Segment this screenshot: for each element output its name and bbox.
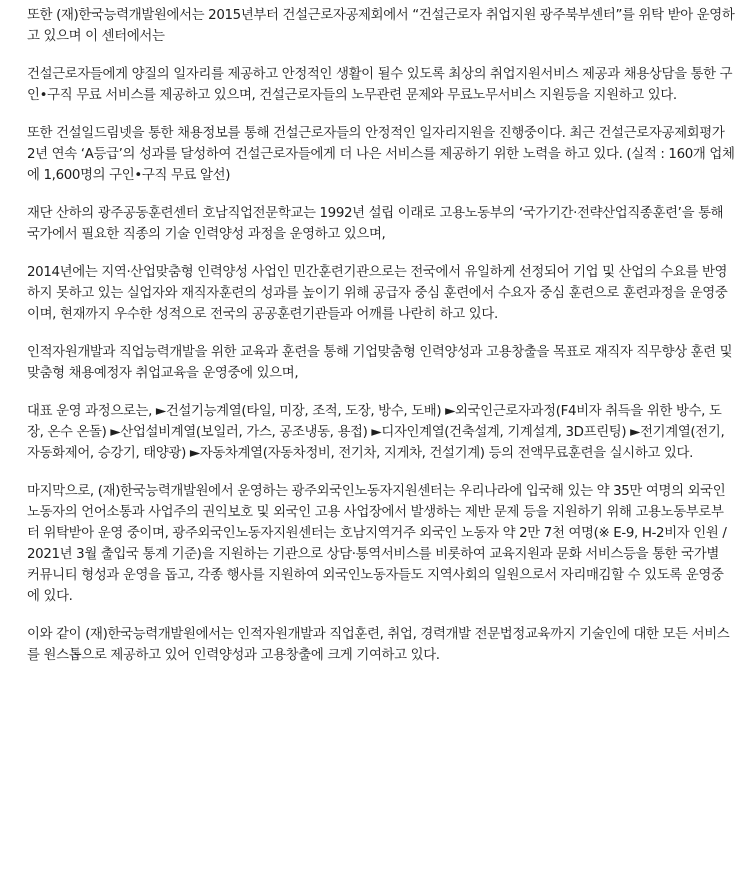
paragraph-course-list: 대표 운영 과정으로는, ►건설기능계열(타일, 미장, 조적, 도장, 방수, 도배) ►외국인근로자과정(F4비자 취득을 위한 방수, 도장, 온수 온돌) ►산업설비계열(보일러, 가스, 공조냉동, 용접) ►디자인계열(건축설계, 기계설계, 3D프린팅) ►전기계열(전기, 자동화제어, 승강기, 태양광) ►자동차계열(자동차정비, 전기차, 지게차, 건설기계) 등의 전액무료훈련을 실시하고 있다. — [27, 404, 725, 461]
paragraph-training-center: 재단 산하의 광주공동훈련센터 호남직업전문학교는 1992년 설립 이래로 고용노동부의 ‘국가기간·전략산업직종훈련’을 통해 국가에서 필요한 직종의 기술 인력양성 과정을 운영하고 있으며, — [27, 206, 724, 242]
paragraph-conclusion: 이와 같이 (재)한국능력개발원에서는 인적자원개발과 직업훈련, 취업, 경력개발 전문법정교육까지 기술인에 대한 모든 서비스를 원스톱으로 제공하고 있어 인력양성과 고용창출에 크게 기여하고 있다. — [27, 627, 730, 663]
paragraph-foreign-worker-center: 마지막으로, (재)한국능력개발원에서 운영하는 광주외국인노동자지원센터는 우리나라에 입국해 있는 약 35만 여명의 외국인 노동자의 언어소통과 사업주의 권익보호 및 외국인 고용 사업장에서 발생하는 제반 문제 등을 지원하기 위해 고용노동부로부터 위탁받아 운영 중이며, 광주외국인노동자지원센터는 호남지역거주 외국인 노동자 약 2만 7천 여명(※ E-9, H-2비자 인원 / 2021년 3월 출입국 통계 기준)을 지원하는 기관으로 상담·통역서비스를 비롯하여 교육지원과 문화 서비스등을 통한 국가별 커뮤니티 형성과 운영을 돕고, 각종 행사를 지원하여 외국인노동자들도 지역사회의 일원으로서 자리매김할 수 있도록 운영중에 있다. — [27, 484, 727, 604]
paragraph-center-intro: 또한 (재)한국능력개발원에서는 2015년부터 건설근로자공제회에서 “건설근로자 취업지원 광주북부센터”를 위탁 받아 운영하고 있으며 이 센터에서는 — [27, 8, 735, 44]
document-body — [27, 5, 735, 666]
paragraph-ildreamnet: 또한 건설일드림넷을 통한 채용정보를 통해 건설근로자들의 안정적인 일자리지원을 진행중이다. 최근 건설근로자공제회평가 2년 연속 ‘A등급’의 성과를 달성하여 건설근로자들에게 더 나은 서비스를 제공하기 위한 노력을 하고 있다. (실적 : 160개 업체에 1,600명의 구인•구직 무료 알선) — [27, 126, 735, 183]
paragraph-hrd-training: 인적자원개발과 직업능력개발을 위한 교육과 훈련을 통해 기업맞춤형 인력양성과 고용창출을 목표로 재직자 직무향상 훈련 및 맞춤형 채용예정자 취업교육을 운영중에 있으며, — [27, 345, 733, 381]
paragraph-job-services: 건설근로자들에게 양질의 일자리를 제공하고 안정적인 생활이 될수 있도록 최상의 취업지원서비스 제공과 채용상담을 통한 구인•구직 무료 서비스를 제공하고 있으며, 건설근로자들의 노무관련 문제와 무료노무서비스 지원등을 지원하고 있다. — [27, 67, 733, 103]
paragraph-2014-program: 2014년에는 지역·산업맞춤형 인력양성 사업인 민간훈련기관으로는 전국에서 유일하게 선정되어 기업 및 산업의 수요를 반영하지 못하고 있는 실업자와 재직자훈련의 성과를 높이기 위해 공급자 중심 훈련에서 수요자 중심 훈련으로 훈련과정을 운영중이며, 현재까지 우수한 성적으로 전국의 공공훈련기관들과 어깨를 나란히 하고 있다. — [27, 265, 728, 322]
